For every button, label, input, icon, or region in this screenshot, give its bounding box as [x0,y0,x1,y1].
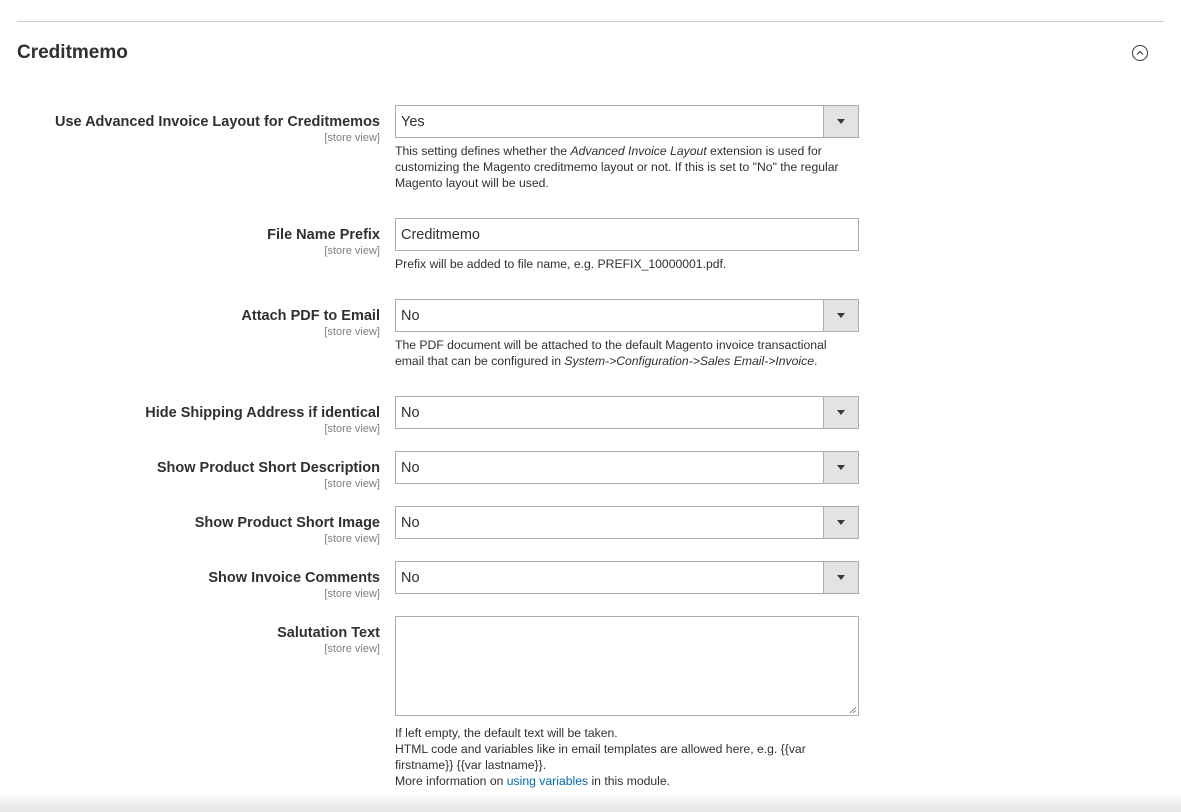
input-value: Creditmemo [401,227,480,243]
field-label: Show Product Short Image [194,515,380,531]
select-value: Yes [401,114,425,130]
advanced-layout-select[interactable] [395,105,859,138]
field-note: If left empty, the default text will be taken. HTML code and variables like in email templates are allowed here, e.g. {{var firstname}} {{var lastname}}. More information on using variables in this module. [395,726,806,788]
hide-shipping-select[interactable] [395,396,859,429]
field-note: Prefix will be added to file name, e.g. PREFIX_10000001.pdf. [395,257,727,271]
field-label: Show Invoice Comments [208,570,380,586]
scope-label: [store view] [324,478,380,490]
select-value: No [401,405,420,421]
invoice-comments-select[interactable] [395,561,859,594]
field-note: This setting defines whether the Advanced Invoice Layout extension is used for customizing the Magento creditmemo layout or not. If this is set to "No" the regular Magento layout will be used. [395,144,839,190]
scope-label: [store view] [324,132,380,144]
field-label: Attach PDF to Email [241,308,380,324]
field-label: File Name Prefix [267,227,380,243]
select-value: No [401,460,420,476]
using-variables-link[interactable]: using variables [506,774,589,788]
salutation-textarea[interactable] [395,616,859,716]
dropdown-arrow-icon[interactable] [823,507,858,538]
dropdown-arrow-icon[interactable] [823,562,858,593]
attach-pdf-select[interactable] [395,299,859,332]
scope-label: [store view] [324,245,380,257]
select-value: No [401,570,420,586]
dropdown-arrow-icon[interactable] [823,106,858,137]
dropdown-arrow-icon[interactable] [823,397,858,428]
scope-label: [store view] [324,533,380,545]
scope-label: [store view] [324,326,380,338]
section-divider [17,21,1164,22]
select-value: No [401,515,420,531]
bottom-shadow [0,792,1181,812]
file-prefix-input[interactable] [395,218,859,251]
select-value: No [401,308,420,324]
scope-label: [store view] [324,588,380,600]
dropdown-arrow-icon[interactable] [823,300,858,331]
dropdown-arrow-icon[interactable] [823,452,858,483]
scope-label: [store view] [324,423,380,435]
field-note: The PDF document will be attached to the default Magento invoice transactional email that can be configured in System->Configuration->Sales Email->Invoice. [395,338,827,368]
resize-handle-icon[interactable] [849,706,857,714]
field-label: Use Advanced Invoice Layout for Creditmemos [55,114,380,130]
scope-label: [store view] [324,643,380,655]
short-description-select[interactable] [395,451,859,484]
collapse-section-button[interactable] [1132,45,1148,61]
section-title[interactable]: Creditmemo [17,42,128,63]
short-image-select[interactable] [395,506,859,539]
field-label: Show Product Short Description [156,460,380,476]
field-label: Salutation Text [277,625,380,641]
field-label: Hide Shipping Address if identical [145,405,380,421]
chevron-up-icon [1136,49,1144,57]
